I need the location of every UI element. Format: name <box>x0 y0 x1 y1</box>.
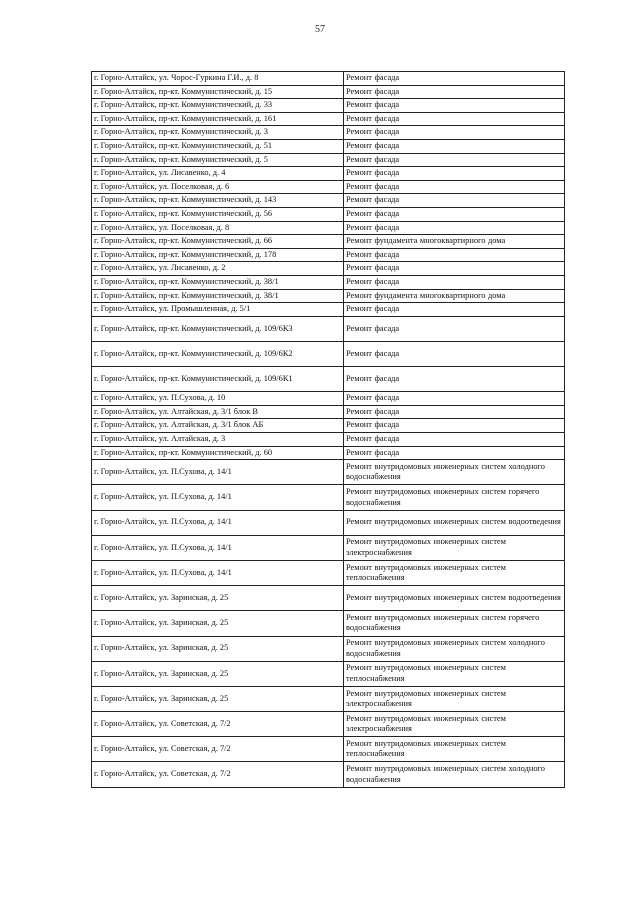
address-cell: г. Горно-Алтайск, ул. Заринская, д. 25 <box>92 661 344 686</box>
work-type-cell: Ремонт фасада <box>344 405 565 419</box>
table-row <box>92 153 565 167</box>
table-row <box>92 737 565 762</box>
table-row <box>92 221 565 235</box>
work-type-cell: Ремонт фасада <box>344 341 565 366</box>
address-cell: г. Горно-Алтайск, ул. Чорос-Гуркина Г.И., д. 8 <box>92 72 344 86</box>
work-type-cell: Ремонт фасада <box>344 194 565 208</box>
work-type-cell: Ремонт фасада <box>344 262 565 276</box>
address-cell: г. Горно-Алтайск, ул. П.Сухова, д. 14/1 <box>92 560 344 585</box>
work-type-cell: Ремонт внутридомовых инженерных систем теплоснабжения <box>344 560 565 585</box>
table-row <box>92 316 565 341</box>
address-cell: г. Горно-Алтайск, ул. Заринская, д. 25 <box>92 686 344 711</box>
address-cell: г. Горно-Алтайск, ул. Алтайская, д. 3/1 блок АБ <box>92 419 344 433</box>
table-row <box>92 661 565 686</box>
address-cell: г. Горно-Алтайск, ул. Алтайская, д. 3 <box>92 433 344 447</box>
table-row <box>92 611 565 636</box>
table-row <box>92 72 565 86</box>
address-cell: г. Горно-Алтайск, пр-кт. Коммунистический, д. 51 <box>92 139 344 153</box>
work-type-cell: Ремонт фасада <box>344 392 565 406</box>
work-type-cell: Ремонт внутридомовых инженерных систем холодного водоснабжения <box>344 636 565 661</box>
work-type-cell: Ремонт внутридомовых инженерных систем водоотведения <box>344 586 565 611</box>
table-row <box>92 686 565 711</box>
address-cell: г. Горно-Алтайск, пр-кт. Коммунистический, д. 109/6К2 <box>92 341 344 366</box>
table-row <box>92 560 565 585</box>
table-row <box>92 275 565 289</box>
work-type-cell: Ремонт фасада <box>344 275 565 289</box>
table-row <box>92 99 565 113</box>
table-row <box>92 586 565 611</box>
registry-body <box>92 72 565 788</box>
work-type-cell: Ремонт внутридомовых инженерных систем электроснабжения <box>344 712 565 737</box>
table-row <box>92 289 565 303</box>
table-row <box>92 392 565 406</box>
table-row <box>92 405 565 419</box>
work-type-cell: Ремонт фасада <box>344 433 565 447</box>
table-row <box>92 235 565 249</box>
table-row <box>92 248 565 262</box>
table-row <box>92 303 565 317</box>
address-cell: г. Горно-Алтайск, пр-кт. Коммунистический, д. 109/6К3 <box>92 316 344 341</box>
address-cell: г. Горно-Алтайск, ул. Поселковая, д. 8 <box>92 221 344 235</box>
address-cell: г. Горно-Алтайск, пр-кт. Коммунистический, д. 5 <box>92 153 344 167</box>
table-row <box>92 139 565 153</box>
work-type-cell: Ремонт фасада <box>344 99 565 113</box>
work-type-cell: Ремонт фасада <box>344 139 565 153</box>
repair-registry-table <box>91 71 565 788</box>
table-row <box>92 485 565 510</box>
address-cell: г. Горно-Алтайск, ул. Заринская, д. 25 <box>92 611 344 636</box>
work-type-cell: Ремонт внутридомовых инженерных систем электроснабжения <box>344 535 565 560</box>
work-type-cell: Ремонт фасада <box>344 316 565 341</box>
address-cell: г. Горно-Алтайск, ул. П.Сухова, д. 14/1 <box>92 535 344 560</box>
work-type-cell: Ремонт фасада <box>344 367 565 392</box>
table-row <box>92 367 565 392</box>
table-row <box>92 446 565 460</box>
work-type-cell: Ремонт фундамента многоквартирного дома <box>344 289 565 303</box>
address-cell: г. Горно-Алтайск, ул. Алтайская, д. 3/1 блок В <box>92 405 344 419</box>
work-type-cell: Ремонт фасада <box>344 167 565 181</box>
address-cell: г. Горно-Алтайск, ул. П.Сухова, д. 10 <box>92 392 344 406</box>
table-row <box>92 762 565 787</box>
work-type-cell: Ремонт внутридомовых инженерных систем холодного водоснабжения <box>344 460 565 485</box>
work-type-cell: Ремонт внутридомовых инженерных систем горячего водоснабжения <box>344 485 565 510</box>
table-row <box>92 712 565 737</box>
work-type-cell: Ремонт внутридомовых инженерных систем теплоснабжения <box>344 737 565 762</box>
table-row <box>92 535 565 560</box>
work-type-cell: Ремонт фасада <box>344 153 565 167</box>
work-type-cell: Ремонт внутридомовых инженерных систем электроснабжения <box>344 686 565 711</box>
table-row <box>92 419 565 433</box>
table-row <box>92 167 565 181</box>
address-cell: г. Горно-Алтайск, пр-кт. Коммунистический, д. 15 <box>92 85 344 99</box>
table-row <box>92 510 565 535</box>
work-type-cell: Ремонт фасада <box>344 72 565 86</box>
work-type-cell: Ремонт фасада <box>344 446 565 460</box>
work-type-cell: Ремонт фасада <box>344 112 565 126</box>
work-type-cell: Ремонт внутридомовых инженерных систем горячего водоснабжения <box>344 611 565 636</box>
address-cell: г. Горно-Алтайск, пр-кт. Коммунистический, д. 3 <box>92 126 344 140</box>
table-row <box>92 207 565 221</box>
address-cell: г. Горно-Алтайск, пр-кт. Коммунистический, д. 178 <box>92 248 344 262</box>
address-cell: г. Горно-Алтайск, ул. Лисавенко, д. 4 <box>92 167 344 181</box>
work-type-cell: Ремонт фасада <box>344 207 565 221</box>
address-cell: г. Горно-Алтайск, пр-кт. Коммунистический, д. 109/6К1 <box>92 367 344 392</box>
work-type-cell: Ремонт внутридомовых инженерных систем водоотведения <box>344 510 565 535</box>
address-cell: г. Горно-Алтайск, пр-кт. Коммунистический, д. 161 <box>92 112 344 126</box>
address-cell: г. Горно-Алтайск, ул. Лисавенко, д. 2 <box>92 262 344 276</box>
table-row <box>92 433 565 447</box>
work-type-cell: Ремонт фасада <box>344 419 565 433</box>
address-cell: г. Горно-Алтайск, ул. П.Сухова, д. 14/1 <box>92 485 344 510</box>
work-type-cell: Ремонт фасада <box>344 248 565 262</box>
work-type-cell: Ремонт фасада <box>344 85 565 99</box>
table-row <box>92 262 565 276</box>
address-cell: г. Горно-Алтайск, ул. П.Сухова, д. 14/1 <box>92 460 344 485</box>
work-type-cell: Ремонт фасада <box>344 221 565 235</box>
address-cell: г. Горно-Алтайск, ул. Промышленная, д. 5/1 <box>92 303 344 317</box>
address-cell: г. Горно-Алтайск, ул. Советская, д. 7/2 <box>92 737 344 762</box>
address-cell: г. Горно-Алтайск, пр-кт. Коммунистический, д. 66 <box>92 235 344 249</box>
address-cell: г. Горно-Алтайск, ул. П.Сухова, д. 14/1 <box>92 510 344 535</box>
address-cell: г. Горно-Алтайск, пр-кт. Коммунистический, д. 143 <box>92 194 344 208</box>
table-row <box>92 112 565 126</box>
address-cell: г. Горно-Алтайск, пр-кт. Коммунистический, д. 33 <box>92 99 344 113</box>
address-cell: г. Горно-Алтайск, ул. Советская, д. 7/2 <box>92 762 344 787</box>
table-row <box>92 194 565 208</box>
work-type-cell: Ремонт фундамента многоквартирного дома <box>344 235 565 249</box>
table-row <box>92 126 565 140</box>
work-type-cell: Ремонт фасада <box>344 303 565 317</box>
address-cell: г. Горно-Алтайск, ул. Заринская, д. 25 <box>92 586 344 611</box>
work-type-cell: Ремонт фасада <box>344 180 565 194</box>
work-type-cell: Ремонт внутридомовых инженерных систем холодного водоснабжения <box>344 762 565 787</box>
address-cell: г. Горно-Алтайск, пр-кт. Коммунистический, д. 56 <box>92 207 344 221</box>
address-cell: г. Горно-Алтайск, ул. Советская, д. 7/2 <box>92 712 344 737</box>
address-cell: г. Горно-Алтайск, пр-кт. Коммунистический, д. 38/1 <box>92 275 344 289</box>
table-row <box>92 460 565 485</box>
table-row <box>92 636 565 661</box>
table-row <box>92 85 565 99</box>
work-type-cell: Ремонт фасада <box>344 126 565 140</box>
table-row <box>92 341 565 366</box>
address-cell: г. Горно-Алтайск, ул. Поселковая, д. 6 <box>92 180 344 194</box>
table-row <box>92 180 565 194</box>
address-cell: г. Горно-Алтайск, ул. Заринская, д. 25 <box>92 636 344 661</box>
address-cell: г. Горно-Алтайск, пр-кт. Коммунистический, д. 60 <box>92 446 344 460</box>
page-number: 57 <box>315 24 325 35</box>
work-type-cell: Ремонт внутридомовых инженерных систем теплоснабжения <box>344 661 565 686</box>
address-cell: г. Горно-Алтайск, пр-кт. Коммунистический, д. 38/1 <box>92 289 344 303</box>
